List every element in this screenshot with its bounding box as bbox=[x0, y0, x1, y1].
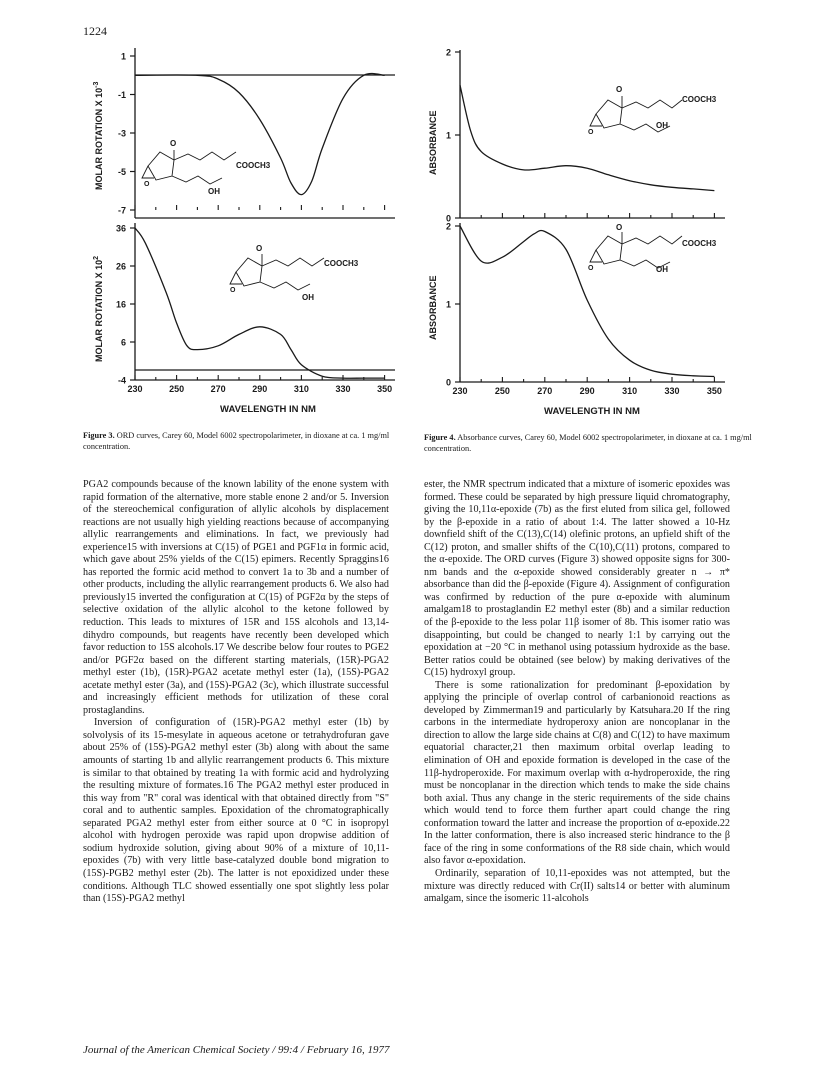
fig4-bottom-xtick-label: 290 bbox=[579, 386, 595, 396]
fig3-bottom-oxo: O bbox=[256, 244, 263, 253]
fig4-bottom-ytick-label: 1 bbox=[445, 299, 451, 310]
fig4-top-ester: COOCH3 bbox=[682, 95, 717, 104]
fig3-top-structure bbox=[142, 150, 236, 184]
fig4-top-absorbance-curve bbox=[460, 85, 714, 190]
fig3-bottom-xtick-label: 250 bbox=[169, 384, 185, 394]
fig3-top-ylabel: MOLAR ROTATION X $10^{-3}$ bbox=[93, 81, 104, 190]
fig4-bottom-ytick-label: 2 bbox=[445, 221, 451, 232]
fig3-bottom-ytick-label: 36 bbox=[115, 223, 126, 234]
fig4-ticks bbox=[446, 48, 722, 397]
fig4-bottom-xtick-label: 310 bbox=[622, 386, 638, 396]
fig4-bottom-ytick-label: 0 bbox=[445, 377, 451, 388]
fig3-top-axes bbox=[135, 48, 395, 218]
figure-3-caption-label: Figure 3. bbox=[83, 431, 115, 440]
left-paragraph-2: Inversion of configuration of (15R)-PGA2 methyl ester (1b) by solvolysis of its 15-mesylate in aqueous acetone or tetrahydrofuran gave about 25% of (15S)-PGA2 methyl ester (3b) along with about the same amounts of starting 1b and allylic rearrangement products 6. This mixture is similar to that obtained by treating 1a with formic acid and hydrolyzing the resulting mixture of formates.16 The PGA2 methyl ester produced in this way from "R" coral was identical with that obtained directly from "S" coral and to authentic samples. Epoxidation of the chromatographically separated PGA2 methyl ester from either source at 0 °C in isopropyl alcohol with hydrogen peroxide was rapid upon dropwise addition of sodium hydroxide solution, giving about 90% of a mixture of 10,11-epoxides (7b) with very little base-catalyzed double bond migration to (15S)-PGB2 methyl ester (2b). The latter is not epoxidized under these conditions. Although TLC showed essentially one spot slightly less polar than (15S)-PGA2 methyl bbox=[83, 717, 389, 905]
fig3-bottom-ytick-label: 26 bbox=[115, 261, 126, 272]
fig4-top-epoxide-o: O bbox=[588, 129, 594, 136]
fig4-top-ylabel: ABSORBANCE bbox=[428, 110, 438, 175]
fig3-bottom-xtick-label: 310 bbox=[293, 384, 309, 394]
fig3-bottom-ylabel: MOLAR ROTATION X $10^2$ bbox=[93, 255, 104, 362]
fig4-xlabel: WAVELENGTH IN NM bbox=[544, 406, 640, 417]
fig4-top-ytick-label: 1 bbox=[445, 130, 451, 141]
fig4-top-ytick-label: 0 bbox=[445, 213, 451, 224]
fig4-bottom-xtick-label: 350 bbox=[706, 386, 722, 396]
fig3-top-ytick-label: -1 bbox=[117, 90, 126, 100]
fig4-top-hydroxyl: OH bbox=[656, 121, 668, 130]
fig3-top-hydroxyl: OH bbox=[208, 187, 220, 196]
figure-4-caption-text: Absorbance curves, Carey 60, Model 6002 spectropolarimeter, in dioxane at ca. 1 mg/ml concentration. bbox=[424, 433, 752, 453]
fig4-bottom-epoxide-o: O bbox=[588, 265, 594, 272]
fig4-bottom-xtick-label: 250 bbox=[494, 386, 510, 396]
fig3-bottom-ytick-label: -4 bbox=[117, 375, 126, 386]
fig4-bottom-ylabel: ABSORBANCE bbox=[428, 275, 438, 340]
fig3-top-ytick-label: -7 bbox=[117, 205, 126, 216]
fig4-bottom-oxo: O bbox=[616, 223, 623, 232]
fig4-top-structure bbox=[590, 96, 682, 132]
figure-3-caption bbox=[83, 431, 411, 452]
fig3-top-ester: COOCH3 bbox=[236, 161, 271, 170]
figure-4-caption-label: Figure 4. bbox=[424, 433, 456, 442]
fig3-xlabel: WAVELENGTH IN NM bbox=[220, 404, 316, 415]
figure-4-absorbance-curves bbox=[420, 40, 750, 425]
left-paragraph-1: PGA2 compounds because of the known lability of the enone system with rapid formation of the alternative, more stable enone 2 and/or 5. Inversion of the stereochemical configuration of allylic alcohols by displacement reactions are not usually high yielding reactions because of accompanying allylic rearrangements and eliminations. In fact, we previously had experience15 with inversions at C(15) of PGE1 and PGF1α in formic acid, which gave about 25% yields of the C(15) epimers. Recently Spraggins16 has reported the formic acid method to convert 1a to 3b and a number of other products, including the allylic rearrangement products 6. We also had previously15 inverted the configuration at C(15) of PGF2α by the steps of selective oxidation of the allylic alcohol to the ketone followed by reduction. This leads to mixtures of 15R and 15S alcohols and 13,14-dihydro compounds, but reagents have recently been developed which favor reduction to 15S alcohols.17 We describe below four routes to PGE2 and/or PGF2α based on the different starting materials, (15R)-PGA2 methyl ester (1b), (15R)-PGA2 acetate methyl ester (1a), (15S)-PGA2 acetate methyl ester (3a), and (15S)-PGA2 (3c), which illustrate successful and increasingly efficient methods for utilization of these coral prostaglandins. bbox=[83, 479, 389, 716]
figure-3-ord-curves bbox=[80, 40, 410, 425]
right-text-column bbox=[424, 479, 730, 906]
fig3-ticks bbox=[116, 52, 392, 395]
fig4-bottom-absorbance-curve bbox=[460, 226, 714, 377]
fig3-bottom-axes bbox=[135, 223, 395, 380]
fig4-top-oxo: O bbox=[616, 85, 623, 94]
page-number: 1224 bbox=[83, 24, 107, 38]
fig3-bottom-epoxide-o: O bbox=[230, 287, 236, 294]
right-paragraph-2: There is some rationalization for predominant β-epoxidation by applying the principle of overlap control of carbanionoid reactions as developed by Zimmerman19 and particularly by Katsuhara.20 If the ring carbons in the intermediate hydroperoxy anion are noncoplanar in the direction to allow the large side chains at C(8) and C(12) to have maximum equatorial character,21 then maximum orbital overlap leading to elimination of OH and epoxide formation is developed in the case of the 11β-hydroperoxide. For maximum overlap with α-hydroperoxide, the ring must be noncoplanar in the direction which tends to make the side chains both axial. Thus any change in the steric requirements of the side chains which would tend to force them further apart could change the ring conformation toward the latter and increase the proportion of α-epoxide.22 In the latter conformation, there is also increased steric hindrance to the β face of the ring in some conformations of the R8 side chain, which would also favor α-epoxidation. bbox=[424, 679, 731, 867]
fig4-bottom-ester: COOCH3 bbox=[682, 239, 717, 248]
fig4-bottom-structure bbox=[590, 232, 682, 268]
right-paragraph-1: ester, the NMR spectrum indicated that a mixture of isomeric epoxides was formed. These could be separated by high pressure liquid chromatography, giving the 10,11α-epoxide (7b) as the first eluted from silica gel, followed by the β-epoxide in a ratio of about 1:4. The latter showed a 10-Hz downfield shift of the C(13),C(14) olefinic protons, an upfield shift of the C(12) proton, and smaller shifts of the C(10),C(11) protons, compared to the α-epoxide. The ORD curves (Figure 3) showed opposite signs for 300-nm bands and the α-epoxide showed considerably greater n → π* absorbance than did the β-epoxide (Figure 4). Assignment of configuration was confirmed by reduction of the pure α-epoxide with aluminum amalgam18 to prostaglandin E2 methyl ester (8b) and a similar reduction of the β-epoxide to the less polar 11β isomer of 8b. This isomer ratio was disappointing, but could be changed to nearly 1:1 by carrying out the epoxidation at −20 °C in methanol using potassium hydroxide as the base. Better ratios could be obtained (see below) by making derivatives of the C(15) hydroxyl group. bbox=[424, 479, 730, 679]
fig3-bottom-ester: COOCH3 bbox=[324, 259, 359, 268]
fig3-bottom-ytick-label: 16 bbox=[115, 299, 126, 310]
left-text-column bbox=[83, 479, 389, 906]
fig3-bottom-xtick-label: 350 bbox=[377, 384, 393, 394]
fig3-top-ytick-label: -3 bbox=[117, 128, 126, 139]
fig4-bottom-xtick-label: 330 bbox=[664, 386, 680, 396]
fig3-top-oxo: O bbox=[170, 139, 177, 148]
fig3-top-ytick-label: -5 bbox=[117, 167, 126, 177]
fig3-bottom-xtick-label: 270 bbox=[210, 384, 226, 394]
fig3-bottom-xtick-label: 330 bbox=[335, 384, 351, 394]
journal-footer: Journal of the American Chemical Society / 99:4 / February 16, 1977 bbox=[83, 1044, 390, 1056]
right-paragraph-3: Ordinarily, separation of 10,11-epoxides was not attempted, but the mixture was directly reduced with Cr(II) salts14 or better with aluminum amalgam, since the isomeric 11-alcohols bbox=[424, 867, 730, 905]
fig3-top-epoxide-o: O bbox=[144, 181, 150, 188]
figure-4-caption bbox=[424, 433, 752, 454]
fig3-bottom-xtick-label: 230 bbox=[127, 384, 143, 394]
fig4-top-ytick-label: 2 bbox=[445, 47, 451, 58]
fig3-bottom-xtick-label: 290 bbox=[252, 384, 268, 394]
fig3-bottom-structure bbox=[230, 254, 324, 290]
fig3-top-ytick-label: 1 bbox=[120, 51, 126, 62]
fig4-bottom-xtick-label: 230 bbox=[452, 386, 468, 396]
fig4-bottom-xtick-label: 270 bbox=[537, 386, 553, 396]
fig3-bottom-ytick-label: 6 bbox=[120, 337, 126, 348]
figure-3-caption-text: ORD curves, Carey 60, Model 6002 spectropolarimeter, in dioxane at ca. 1 mg/ml concentration. bbox=[83, 431, 390, 451]
fig4-bottom-hydroxyl: OH bbox=[656, 265, 668, 274]
fig3-bottom-hydroxyl: OH bbox=[302, 293, 314, 302]
